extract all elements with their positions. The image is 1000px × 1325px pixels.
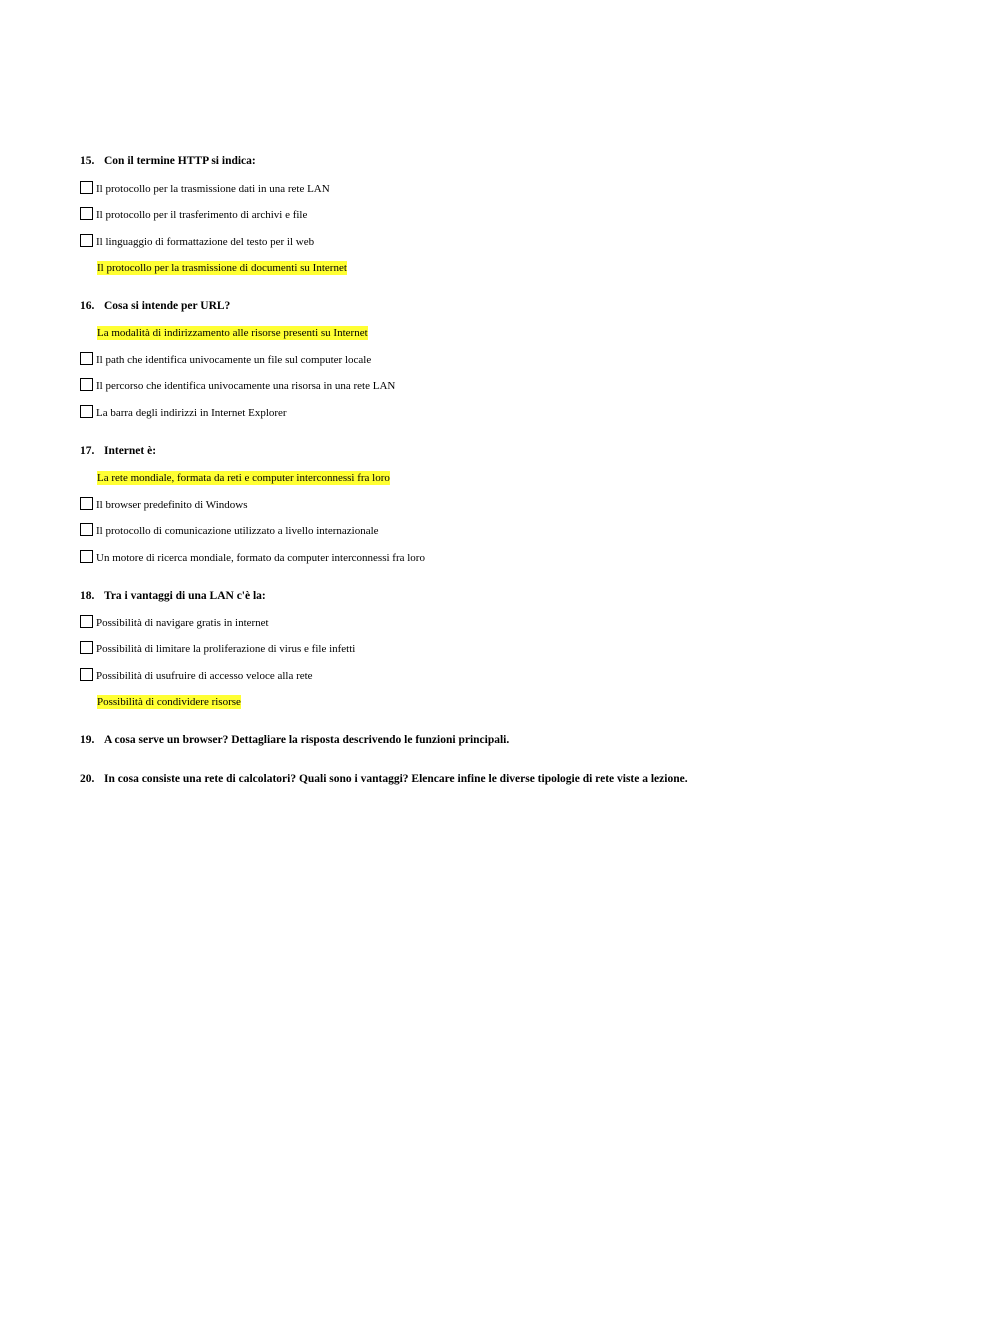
option-18-2[interactable] xyxy=(80,641,355,657)
question-number: 17. xyxy=(80,445,95,457)
option-17-4[interactable] xyxy=(80,550,425,566)
option-label: Il protocollo per il trasferimento di archivi e file xyxy=(96,209,308,221)
checkbox[interactable] xyxy=(80,641,93,654)
question-text: Cosa si intende per URL? xyxy=(104,300,231,312)
option-15-4-correct xyxy=(80,260,347,276)
question-20 xyxy=(80,773,688,785)
option-15-1[interactable] xyxy=(80,181,330,197)
question-19 xyxy=(80,734,509,746)
checkbox[interactable] xyxy=(80,615,93,628)
option-label: Il path che identifica univocamente un file sul computer locale xyxy=(96,354,372,366)
option-16-1-correct xyxy=(80,325,368,341)
highlighted-answer: Il protocollo per la trasmissione di documenti su Internet xyxy=(97,262,347,274)
option-label: Possibilità di navigare gratis in internet xyxy=(96,617,269,629)
option-17-1-correct xyxy=(80,470,390,486)
checkbox[interactable] xyxy=(80,497,93,510)
checkbox[interactable] xyxy=(80,378,93,391)
option-label: Un motore di ricerca mondiale, formato da computer interconnessi fra loro xyxy=(96,552,425,564)
highlighted-answer: La modalità di indirizzamento alle risorse presenti su Internet xyxy=(97,327,368,339)
question-number: 20. xyxy=(80,773,95,785)
question-number: 18. xyxy=(80,590,95,602)
option-15-3[interactable] xyxy=(80,234,314,250)
checkbox[interactable] xyxy=(80,234,93,247)
question-text: A cosa serve un browser? Dettagliare la risposta descrivendo le funzioni principali. xyxy=(104,734,510,746)
option-18-3[interactable] xyxy=(80,668,313,684)
checkbox[interactable] xyxy=(80,405,93,418)
question-15 xyxy=(80,155,256,167)
option-17-2[interactable] xyxy=(80,497,248,513)
question-number: 19. xyxy=(80,734,95,746)
question-text: Internet è: xyxy=(104,445,157,457)
question-number: 15. xyxy=(80,155,95,167)
checkbox[interactable] xyxy=(80,181,93,194)
question-text: Tra i vantaggi di una LAN c'è la: xyxy=(104,590,266,602)
question-18 xyxy=(80,590,266,602)
option-label: Il protocollo di comunicazione utilizzato a livello internazionale xyxy=(96,525,379,537)
option-label: Possibilità di usufruire di accesso veloce alla rete xyxy=(96,670,313,682)
option-18-1[interactable] xyxy=(80,615,269,631)
question-17 xyxy=(80,445,156,457)
checkbox[interactable] xyxy=(80,523,93,536)
option-label: La barra degli indirizzi in Internet Explorer xyxy=(96,407,287,419)
checkbox[interactable] xyxy=(80,207,93,220)
checkbox[interactable] xyxy=(80,550,93,563)
question-16 xyxy=(80,300,230,312)
option-label: Il linguaggio di formattazione del testo per il web xyxy=(96,236,315,248)
option-label: Il browser predefinito di Windows xyxy=(96,499,248,511)
option-16-4[interactable] xyxy=(80,405,287,421)
highlighted-answer: La rete mondiale, formata da reti e computer interconnessi fra loro xyxy=(97,472,390,484)
option-label: Il percorso che identifica univocamente una risorsa in una rete LAN xyxy=(96,380,396,392)
question-text: Con il termine HTTP si indica: xyxy=(104,155,256,167)
checkbox[interactable] xyxy=(80,668,93,681)
option-16-2[interactable] xyxy=(80,352,371,368)
option-18-4-correct xyxy=(80,694,241,710)
option-15-2[interactable] xyxy=(80,207,307,223)
option-label: Possibilità di limitare la proliferazione di virus e file infetti xyxy=(96,643,356,655)
question-number: 16. xyxy=(80,300,95,312)
option-17-3[interactable] xyxy=(80,523,379,539)
option-label: Il protocollo per la trasmissione dati in una rete LAN xyxy=(96,183,330,195)
question-text: In cosa consiste una rete di calcolatori? Quali sono i vantaggi? Elencare infine le diverse tipologie di rete viste a lezione. xyxy=(104,773,688,785)
option-16-3[interactable] xyxy=(80,378,395,394)
highlighted-answer: Possibilità di condividere risorse xyxy=(97,696,241,708)
checkbox[interactable] xyxy=(80,352,93,365)
